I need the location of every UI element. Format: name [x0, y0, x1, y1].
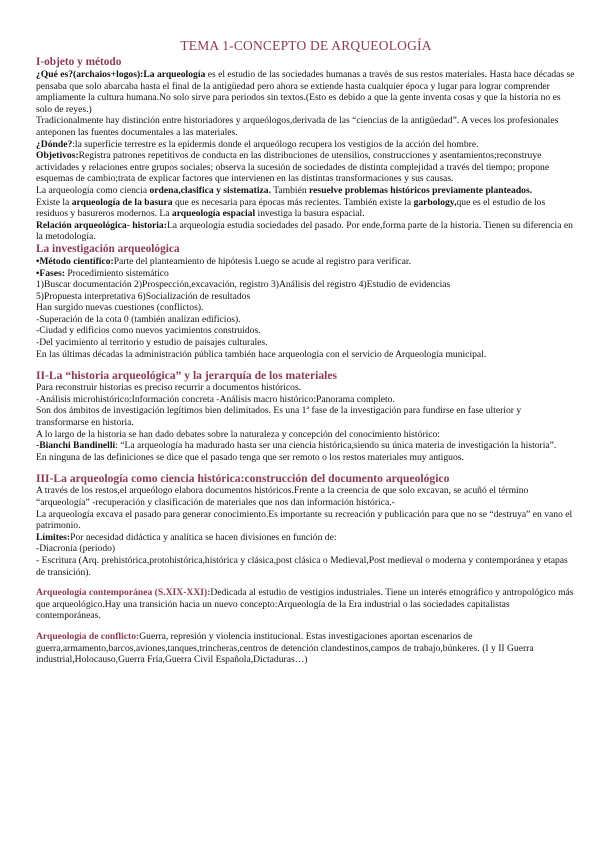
paragraph-tradicion: Tradicionalmente hay distinción entre historiadores y arqueólogos,derivada de las “ciencias de la antigüedad”. A veces los profesionales anteponen las fuentes documentales a las materiales. — [36, 115, 559, 138]
paragraph-conflicto — [36, 631, 576, 666]
text-objetivos: Registra patrones repetitivos de conducta en las distribuciones de utensilios, construcciones y asentamientos;reconstruye actividades y relaciones entre grupos sociales; observa la sucesión de sociedades de distinta complejidad a través del tiempo; propone esquemas de cambio;trata de explicar factores que intervienen en las distintas transformaciones y sus causas. — [36, 150, 550, 185]
paragraph-ultimas: En las últimas décadas la administración pública también hace arqueología con el servicio de Arqueología municipal. — [36, 348, 487, 360]
text-contemporanea: Dedicada al estudio de vestigios industriales. Tiene un interés etnográfico y antropológico más que arqueológico.Hay una transición hacia un nuevo concepto:Arqueología de la Era industrial o las sociedades capitalistas contemporáneas. — [36, 587, 574, 622]
paragraph-relacion — [36, 220, 576, 243]
bold-garbology: garbology, — [413, 196, 457, 208]
paragraph-basura — [36, 197, 576, 220]
list-item-territorio: -Del yacimiento al territorio y estudio de paisajes culturales. — [36, 337, 268, 349]
label-bianchi: -Bianchi Bandinelli — [36, 440, 116, 452]
label-metodo: •Método científico: — [36, 255, 114, 267]
paragraph-ambitos: Son dos ámbitos de investigación legítimos bien delimitados. Es una 1ª fase de la investigación para fundirse en fase ulterior y transformarse en historia. — [36, 405, 522, 429]
paragraph-ciencia — [36, 185, 576, 197]
text-conflicto: Guerra, represión y violencia institucional. Estas investigaciones aportan escenarios de guerra,armamento,barcos,aviones,tanques,trincheras,centros de detención clandestinos,campos de trabajo,búnkeres. (I y II Guerra industrial,Holocauso,Guerra Fría,Guerra Civil Española,Dictaduras…) — [36, 630, 534, 666]
list-item-escritura: - Escritura (Arq. prehistórica,protohistórica,histórica y clásica,post clásica o Medieval,Post medieval o moderna y contemporánea y etapas de transición). — [36, 554, 568, 578]
paragraph-excava: La arqueología excava el pasado para generar conocimiento.Es importante su recreación y publicación para que no se “destruya” en vano el patrimonio. — [36, 508, 573, 532]
text-basura-mid: que es necesaria para épocas más recientes. También existe la — [172, 196, 414, 208]
paragraph-cuestiones: Han surgido nuevas cuestiones (conflictos). — [36, 302, 204, 314]
label-relacion: Relación arqueológica- historia: — [36, 219, 167, 231]
text-limites: Por necesidad didáctica y analítica se hacen divisiones en función de: — [70, 531, 337, 543]
list-item-ciudad: -Ciudad y edificios como nuevos yacimientos construidos. — [36, 325, 261, 337]
paragraph-donde — [36, 139, 576, 151]
paragraph-restos: A través de los restos,el arqueólogo elabora documentos históricos.Frente a la creencia de que solo excavan, se acuñó el término “arqueología” -recuperación y clasificación de materiales que nos dan información histórica.- — [36, 485, 529, 508]
paragraph-bianchi — [36, 440, 576, 452]
label-que-es: ¿Qué es?(archaios+logos): — [36, 69, 144, 80]
page-title: TEMA 1-CONCEPTO DE ARQUEOLOGÍA — [180, 38, 432, 53]
bold-resuelve: resuelve problemas históricos previamente planteados. — [309, 184, 533, 196]
term-arqueologia: La arqueología — [143, 69, 206, 80]
text-donde: :la superficie terrestre es la epidermis donde el arqueólogo recupera los vestigios de la acción del hombre. — [72, 138, 479, 150]
paragraph-objetivos — [36, 150, 576, 185]
text-basura-post: que es el estudio de los residuos y basureros modernos. La — [36, 196, 546, 220]
fases-line-1: 1)Buscar documentación 2)Prospección,excavación, registro 3)Análisis del registro 4)Estudio de evidencias — [36, 279, 451, 291]
bold-ordena: ordena,clasifica y sistematiza. — [149, 184, 271, 196]
bold-arq-basura: arqueología de la basura — [71, 196, 173, 208]
text-ciencia-mid: También — [270, 184, 310, 196]
paragraph-metodo — [36, 256, 576, 268]
paragraph-que-es — [36, 69, 576, 115]
text-basura-pre: Existe la — [36, 196, 72, 208]
paragraph-fases — [36, 268, 576, 280]
paragraph-debates: A lo largo de la historia se han dado debates sobre la naturaleza y concepción del conocimiento histórico: — [36, 428, 440, 440]
paragraph-definiciones: En ninguna de las definiciones se dice que el pasado tenga que ser remoto o los restos materiales muy antiguos. — [36, 451, 464, 463]
list-item-diacronia: -Diacronía (periodo) — [36, 543, 116, 555]
text-bianchi: : “La arqueología ha madurado hasta ser una ciencia histórica,siendo su única materia de investigación la historia”. — [115, 440, 557, 452]
text-que-es: es el estudio de las sociedades humanas a través de sus restos materiales. Hasta hace décadas se pensaba que solo abarcaba hasta el final de la antigüedad pero ahora se extiende hasta cualquier época y lugar para lograr comprender ampliamente la cultura humana.No solo sirve para periodos sin textos.(Esto es debido a que la gente inventa cosas y que la historia no es solo de reyes.) — [36, 69, 575, 115]
paragraph-reconstruir: Para reconstruir historias es preciso recurrir a documentos históricos. — [36, 382, 302, 394]
fases-line-2: 5)Propuesta interpretativa 6)Socialización de resultados — [36, 290, 251, 302]
label-conflicto: Arqueología de conflicto: — [36, 630, 140, 642]
label-donde: ¿Dónde? — [36, 138, 73, 150]
bold-arq-espacial: arqueología espacial — [171, 208, 256, 220]
label-contemporanea: Arqueología contemporánea (S.XIX-XXI): — [36, 587, 211, 599]
section-heading-historia: II-La “historia arqueológica” y la jerarquía de los materiales — [36, 369, 337, 383]
label-fases: •Fases: — [36, 267, 65, 279]
section-heading-investigacion: La investigación arqueológica — [36, 242, 180, 255]
paragraph-limites — [36, 532, 576, 544]
label-limites: Límites: — [36, 531, 71, 543]
list-item-cota: -Superación de la cota 0 (también analizan edificios). — [36, 313, 241, 325]
label-objetivos: Objetivos: — [36, 150, 79, 162]
section-heading-ciencia-historica: III-La arqueología como ciencia histórica:construcción del documento arqueológico — [36, 472, 450, 486]
text-ciencia-pre: La arqueología como ciencia — [36, 184, 150, 196]
text-espacial-post: investiga la basura espacial. — [255, 208, 365, 220]
section-heading-objeto: I-objeto y método — [36, 56, 122, 68]
text-fases: Procedimiento sistemático — [64, 267, 169, 279]
paragraph-contemporanea — [36, 587, 576, 622]
paragraph-analisis: -Análisis microhistórico:Información concreta -Análisis macro histórico:Panorama completo. — [36, 393, 395, 405]
text-metodo: Parte del planteamiento de hipótesis Luego se acude al registro para verificar. — [113, 255, 411, 267]
text-relacion: La arqueología estudia sociedades del pasado. Por ende,forma parte de la historia. Tienen su diferencia en la metodología. — [36, 219, 573, 243]
